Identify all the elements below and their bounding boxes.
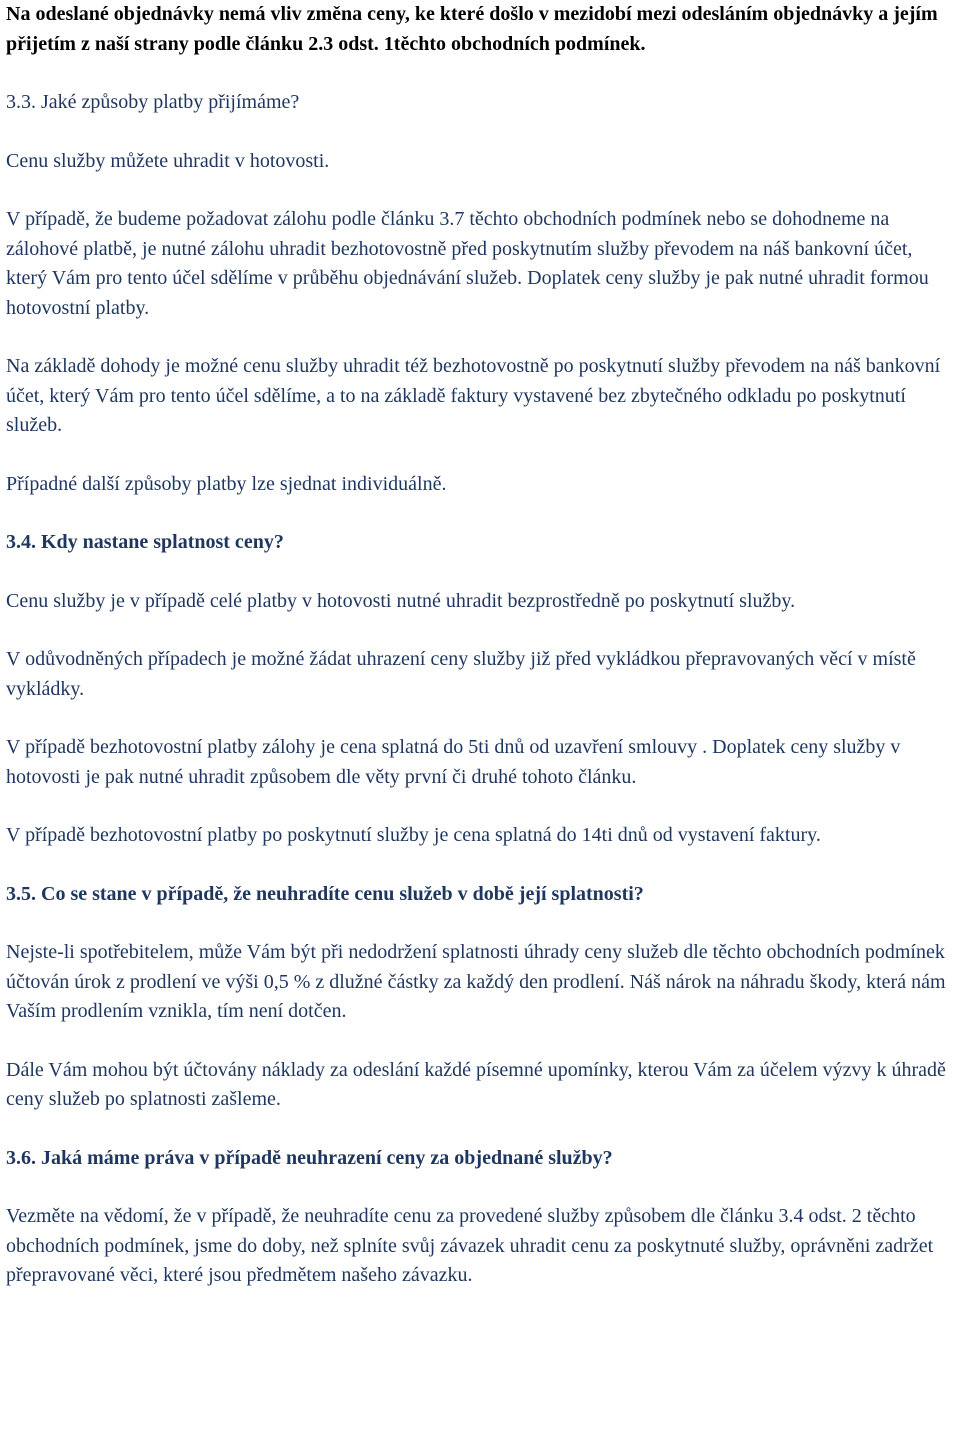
section-3-5-heading: 3.5. Co se stane v případě, že neuhradíte cenu služeb v době její splatnosti? xyxy=(6,882,644,905)
section-3-6-heading: 3.6. Jaká máme práva v případě neuhrazení ceny za objednané služby? xyxy=(6,1146,613,1169)
section-3-5-paragraph-1: Nejste-li spotřebitelem, může Vám být při nedodržení splatnosti úhrady ceny služeb dle těchto obchodních podmínek účtován úrok z prodlení ve výši 0,5 % z dlužné částky za každý den prodlení. Náš nárok na náhradu škody, která nám Vaším prodlením vznikla, tím není dotčen. xyxy=(6,941,946,1022)
section-3-6-paragraph-1: Vezměte na vědomí, že v případě, že neuhradíte cenu za provedené služby způsobem dle článku 3.4 odst. 2 těchto obchodních podmínek, jsme do doby, než splníte svůj závazek uhradit cenu za poskytnuté služby, oprávněni zadržet přepravované věci, které jsou předmětem našeho závazku. xyxy=(6,1205,934,1286)
section-3-4-paragraph-4: V případě bezhotovostní platby po poskytnutí služby je cena splatná do 14ti dnů od vystavení faktury. xyxy=(6,824,821,846)
section-3-3-heading: 3.3. Jaké způsoby platby přijímáme? xyxy=(6,91,300,113)
section-3-4-paragraph-1: Cenu služby je v případě celé platby v hotovosti nutné uhradit bezprostředně po poskytnutí služby. xyxy=(6,589,796,612)
intro-paragraph: Na odeslané objednávky nemá vliv změna ceny, ke které došlo v mezidobí mezi odesláním objednávky a jejím přijetím z naší strany podle článku 2.3 odst. 1těchto obchodních podmínek. xyxy=(6,3,938,55)
section-3-4-heading: 3.4. Kdy nastane splatnost ceny? xyxy=(6,531,284,553)
section-3-4-paragraph-3: V případě bezhotovostní platby zálohy je cena splatná do 5ti dnů od uzavření smlouvy . Doplatek ceny služby v hotovosti je pak nutné uhradit způsobem dle věty první či druhé tohoto článku. xyxy=(6,736,901,788)
section-3-5-paragraph-2: Dále Vám mohou být účtovány náklady za odeslání každé písemné upomínky, kterou Vám za účelem výzvy k úhradě ceny služeb po splatnosti zašleme. xyxy=(6,1058,946,1110)
section-3-3-paragraph-3: Na základě dohody je možné cenu služby uhradit též bezhotovostně po poskytnutí služby převodem na náš bankovní účet, který Vám pro tento účel sdělíme, a to na základě faktury vystavené bez zbytečného odkladu po poskytnutí služeb. xyxy=(6,355,941,436)
section-3-3-paragraph-2 xyxy=(6,205,956,323)
section-3-3-paragraph-2-part-b: Doplatek ceny služby je pak nutné uhradit formou hotovostní platby. xyxy=(6,267,929,319)
section-3-4-paragraph-2: V odůvodněných případech je možné žádat uhrazení ceny služby již před vykládkou přepravovaných věcí v místě vykládky. xyxy=(6,648,916,700)
document-page xyxy=(6,0,956,1320)
section-3-3-paragraph-2-part-a: V případě, že budeme požadovat zálohu podle článku 3.7 těchto obchodních podmínek nebo se dohodneme na zálohové platbě, je nutné zálohu uhradit bezhotovostně před poskytnutím služby převodem na náš bankovní účet, který Vám pro tento účel sdělíme v průběhu objednávání služeb. xyxy=(6,208,913,289)
section-3-3-paragraph-1: Cenu služby můžete uhradit v hotovosti. xyxy=(6,149,330,172)
section-3-3-paragraph-4: Případné další způsoby platby lze sjednat individuálně. xyxy=(6,472,447,495)
